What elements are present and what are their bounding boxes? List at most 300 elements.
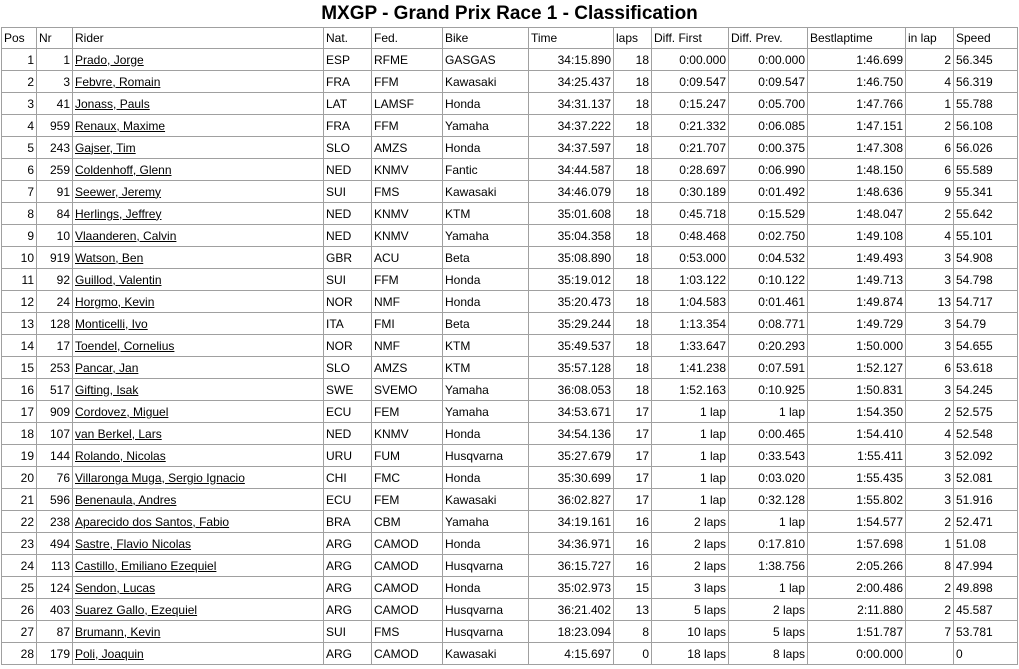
cell-nat: SUI: [324, 181, 372, 203]
cell-speed: 55.341: [954, 181, 1018, 203]
rider-link[interactable]: Jonass, Pauls: [75, 96, 150, 111]
table-body: [2, 49, 1018, 665]
cell-nat: ESP: [324, 49, 372, 71]
rider-link[interactable]: Febvre, Romain: [75, 74, 161, 89]
rider-link[interactable]: Herlings, Jeffrey: [75, 206, 162, 221]
cell-bike: Honda: [443, 93, 529, 115]
rider-link[interactable]: Cordovez, Miguel: [75, 404, 169, 419]
cell-speed: 55.589: [954, 159, 1018, 181]
rider-link[interactable]: Villaronga Muga, Sergio Ignacio: [75, 470, 245, 485]
cell-fed: SVEMO: [372, 379, 443, 401]
cell-diff-first: 1 lap: [652, 445, 729, 467]
cell-diff-prev: 0:20.293: [729, 335, 808, 357]
cell-bike: Honda: [443, 423, 529, 445]
rider-link[interactable]: Watson, Ben: [75, 250, 144, 265]
table-row: [2, 511, 1018, 533]
cell-laps: 18: [614, 335, 652, 357]
cell-laps: 18: [614, 357, 652, 379]
cell-speed: 52.548: [954, 423, 1018, 445]
cell-pos: 15: [2, 357, 37, 379]
cell-pos: 25: [2, 577, 37, 599]
cell-bestlaptime: 1:49.713: [808, 269, 906, 291]
cell-nr: 91: [37, 181, 73, 203]
cell-nr: 259: [37, 159, 73, 181]
cell-nat: FRA: [324, 115, 372, 137]
cell-laps: 18: [614, 93, 652, 115]
cell-in-lap: 1: [906, 93, 954, 115]
cell-speed: 51.916: [954, 489, 1018, 511]
rider-link[interactable]: Poli, Joaquin: [75, 646, 144, 661]
cell-speed: 54.908: [954, 247, 1018, 269]
cell-in-lap: 13: [906, 291, 954, 313]
cell-bestlaptime: 2:05.266: [808, 555, 906, 577]
cell-time: 34:46.079: [529, 181, 614, 203]
column-header-laps: laps: [614, 28, 652, 49]
cell-pos: 22: [2, 511, 37, 533]
cell-pos: 5: [2, 137, 37, 159]
cell-pos: 19: [2, 445, 37, 467]
cell-nr: 1: [37, 49, 73, 71]
cell-in-lap: 2: [906, 115, 954, 137]
cell-rider: [73, 555, 324, 577]
cell-bike: Yamaha: [443, 401, 529, 423]
table-row: [2, 577, 1018, 599]
column-header-bike: Bike: [443, 28, 529, 49]
cell-diff-prev: 0:17.810: [729, 533, 808, 555]
cell-nr: 403: [37, 599, 73, 621]
cell-in-lap: 2: [906, 511, 954, 533]
cell-diff-prev: 0:02.750: [729, 225, 808, 247]
column-header-time: Time: [529, 28, 614, 49]
cell-nr: 253: [37, 357, 73, 379]
cell-in-lap: 3: [906, 489, 954, 511]
cell-diff-prev: 0:33.543: [729, 445, 808, 467]
table-row: [2, 401, 1018, 423]
cell-fed: ACU: [372, 247, 443, 269]
cell-nat: SUI: [324, 621, 372, 643]
table-row: [2, 379, 1018, 401]
header-row: [2, 28, 1018, 49]
rider-link[interactable]: Gifting, Isak: [75, 382, 139, 397]
cell-laps: 18: [614, 313, 652, 335]
cell-fed: AMZS: [372, 357, 443, 379]
cell-fed: CAMOD: [372, 555, 443, 577]
cell-bike: Honda: [443, 291, 529, 313]
cell-fed: FFM: [372, 71, 443, 93]
column-header-bestlaptime: Bestlaptime: [808, 28, 906, 49]
rider-link[interactable]: Castillo, Emiliano Ezequiel: [75, 558, 217, 573]
cell-nat: GBR: [324, 247, 372, 269]
cell-bestlaptime: 1:50.831: [808, 379, 906, 401]
cell-bestlaptime: 1:49.874: [808, 291, 906, 313]
cell-diff-prev: 5 laps: [729, 621, 808, 643]
column-header-nr: Nr: [37, 28, 73, 49]
cell-nat: NED: [324, 159, 372, 181]
cell-time: 34:31.137: [529, 93, 614, 115]
cell-bike: Beta: [443, 247, 529, 269]
cell-nat: CHI: [324, 467, 372, 489]
cell-diff-prev: 1 lap: [729, 511, 808, 533]
cell-nat: NED: [324, 225, 372, 247]
cell-diff-prev: 0:06.085: [729, 115, 808, 137]
rider-link[interactable]: Horgmo, Kevin: [75, 294, 155, 309]
cell-diff-first: 2 laps: [652, 533, 729, 555]
cell-time: 35:08.890: [529, 247, 614, 269]
cell-bestlaptime: 2:00.486: [808, 577, 906, 599]
cell-pos: 3: [2, 93, 37, 115]
cell-nat: ARG: [324, 577, 372, 599]
cell-speed: 54.79: [954, 313, 1018, 335]
cell-bike: Husqvarna: [443, 599, 529, 621]
cell-bestlaptime: 1:51.787: [808, 621, 906, 643]
cell-diff-first: 2 laps: [652, 511, 729, 533]
rider-link[interactable]: Seewer, Jeremy: [75, 184, 162, 199]
cell-in-lap: 7: [906, 621, 954, 643]
cell-in-lap: 3: [906, 379, 954, 401]
cell-in-lap: 2: [906, 577, 954, 599]
cell-rider: [73, 621, 324, 643]
table-row: [2, 533, 1018, 555]
rider-link[interactable]: Pancar, Jan: [75, 360, 139, 375]
cell-fed: FEM: [372, 489, 443, 511]
cell-pos: 21: [2, 489, 37, 511]
cell-bike: Honda: [443, 577, 529, 599]
rider-link[interactable]: Coldenhoff, Glenn: [75, 162, 172, 177]
cell-speed: 55.788: [954, 93, 1018, 115]
rider-link[interactable]: Monticelli, Ivo: [75, 316, 148, 331]
cell-nr: 113: [37, 555, 73, 577]
cell-nr: 24: [37, 291, 73, 313]
cell-bestlaptime: 1:48.636: [808, 181, 906, 203]
cell-time: 34:25.437: [529, 71, 614, 93]
cell-pos: 9: [2, 225, 37, 247]
rider-link[interactable]: Vlaanderen, Calvin: [75, 228, 177, 243]
cell-bestlaptime: 1:54.410: [808, 423, 906, 445]
cell-laps: 17: [614, 467, 652, 489]
cell-bestlaptime: 1:57.698: [808, 533, 906, 555]
cell-diff-first: 3 laps: [652, 577, 729, 599]
cell-laps: 18: [614, 247, 652, 269]
table-row: [2, 643, 1018, 665]
cell-rider: [73, 269, 324, 291]
rider-link[interactable]: Suarez Gallo, Ezequiel: [75, 602, 198, 617]
cell-nat: BRA: [324, 511, 372, 533]
cell-nat: ARG: [324, 533, 372, 555]
rider-link[interactable]: Renaux, Maxime: [75, 118, 166, 133]
cell-rider: [73, 137, 324, 159]
cell-time: 34:15.890: [529, 49, 614, 71]
cell-diff-first: 0:28.697: [652, 159, 729, 181]
table-row: [2, 489, 1018, 511]
cell-speed: 0: [954, 643, 1018, 665]
cell-rider: [73, 203, 324, 225]
page-title: MXGP - Grand Prix Race 1 - Classification: [321, 3, 698, 24]
cell-in-lap: 6: [906, 137, 954, 159]
cell-bestlaptime: 1:52.127: [808, 357, 906, 379]
column-header-speed: Speed: [954, 28, 1018, 49]
cell-bestlaptime: 1:47.308: [808, 137, 906, 159]
cell-rider: [73, 445, 324, 467]
cell-bike: Honda: [443, 269, 529, 291]
cell-laps: 17: [614, 401, 652, 423]
cell-diff-prev: 0:07.591: [729, 357, 808, 379]
rider-link[interactable]: Prado, Jorge: [75, 52, 144, 67]
cell-in-lap: 2: [906, 599, 954, 621]
table-row: [2, 49, 1018, 71]
cell-speed: 52.081: [954, 467, 1018, 489]
cell-bike: Honda: [443, 467, 529, 489]
cell-nr: 10: [37, 225, 73, 247]
cell-in-lap: 8: [906, 555, 954, 577]
cell-nr: 107: [37, 423, 73, 445]
cell-bestlaptime: 1:55.802: [808, 489, 906, 511]
cell-diff-prev: 0:00.000: [729, 49, 808, 71]
cell-diff-prev: 0:15.529: [729, 203, 808, 225]
cell-bike: Yamaha: [443, 115, 529, 137]
cell-nr: 92: [37, 269, 73, 291]
cell-speed: 52.575: [954, 401, 1018, 423]
cell-pos: 18: [2, 423, 37, 445]
cell-diff-first: 1 lap: [652, 401, 729, 423]
cell-nat: FRA: [324, 71, 372, 93]
cell-bike: KTM: [443, 203, 529, 225]
cell-diff-first: 1 lap: [652, 467, 729, 489]
cell-time: 4:15.697: [529, 643, 614, 665]
cell-bike: Honda: [443, 137, 529, 159]
cell-fed: NMF: [372, 335, 443, 357]
cell-time: 36:02.827: [529, 489, 614, 511]
cell-nr: 144: [37, 445, 73, 467]
cell-rider: [73, 181, 324, 203]
cell-diff-prev: 0:10.122: [729, 269, 808, 291]
table-row: [2, 599, 1018, 621]
cell-time: 34:37.597: [529, 137, 614, 159]
cell-diff-first: 1:13.354: [652, 313, 729, 335]
cell-diff-prev: 0:03.020: [729, 467, 808, 489]
cell-nat: SLO: [324, 137, 372, 159]
cell-time: 34:36.971: [529, 533, 614, 555]
table-row: [2, 93, 1018, 115]
cell-diff-prev: 1 lap: [729, 577, 808, 599]
classification-table: [1, 27, 1018, 665]
cell-bestlaptime: 1:47.151: [808, 115, 906, 137]
table-row: [2, 291, 1018, 313]
rider-link[interactable]: Sendon, Lucas: [75, 580, 156, 595]
cell-rider: [73, 423, 324, 445]
cell-bestlaptime: 1:48.150: [808, 159, 906, 181]
table-row: [2, 269, 1018, 291]
cell-speed: 56.026: [954, 137, 1018, 159]
cell-diff-prev: 0:08.771: [729, 313, 808, 335]
cell-speed: 56.319: [954, 71, 1018, 93]
cell-pos: 8: [2, 203, 37, 225]
cell-nat: ARG: [324, 555, 372, 577]
cell-in-lap: 3: [906, 269, 954, 291]
rider-link[interactable]: Aparecido dos Santos, Fabio: [75, 514, 230, 529]
cell-time: 35:04.358: [529, 225, 614, 247]
cell-fed: FMI: [372, 313, 443, 335]
cell-nat: NED: [324, 423, 372, 445]
column-header-diff-prev: Diff. Prev.: [729, 28, 808, 49]
cell-fed: FFM: [372, 115, 443, 137]
cell-nat: ECU: [324, 489, 372, 511]
cell-nr: 84: [37, 203, 73, 225]
cell-fed: AMZS: [372, 137, 443, 159]
cell-diff-prev: 0:01.461: [729, 291, 808, 313]
cell-bestlaptime: 1:49.729: [808, 313, 906, 335]
cell-pos: 17: [2, 401, 37, 423]
cell-nr: 179: [37, 643, 73, 665]
cell-nr: 909: [37, 401, 73, 423]
cell-diff-first: 1 lap: [652, 423, 729, 445]
cell-diff-first: 1:41.238: [652, 357, 729, 379]
cell-pos: 28: [2, 643, 37, 665]
cell-bestlaptime: 1:54.577: [808, 511, 906, 533]
cell-bestlaptime: 1:49.493: [808, 247, 906, 269]
cell-time: 34:53.671: [529, 401, 614, 423]
cell-laps: 16: [614, 511, 652, 533]
cell-pos: 4: [2, 115, 37, 137]
cell-nat: LAT: [324, 93, 372, 115]
cell-laps: 18: [614, 203, 652, 225]
cell-rider: [73, 335, 324, 357]
table-row: [2, 159, 1018, 181]
cell-laps: 17: [614, 423, 652, 445]
cell-time: 36:08.053: [529, 379, 614, 401]
cell-bestlaptime: 1:50.000: [808, 335, 906, 357]
cell-in-lap: 6: [906, 159, 954, 181]
cell-diff-first: 0:09.547: [652, 71, 729, 93]
cell-diff-first: 0:15.247: [652, 93, 729, 115]
cell-time: 36:21.402: [529, 599, 614, 621]
cell-nr: 17: [37, 335, 73, 357]
cell-bestlaptime: 1:54.350: [808, 401, 906, 423]
cell-pos: 27: [2, 621, 37, 643]
rider-link[interactable]: Guillod, Valentin: [75, 272, 162, 287]
cell-in-lap: 2: [906, 49, 954, 71]
table-row: [2, 357, 1018, 379]
cell-nat: URU: [324, 445, 372, 467]
cell-laps: 13: [614, 599, 652, 621]
cell-laps: 18: [614, 137, 652, 159]
cell-nat: ARG: [324, 643, 372, 665]
cell-diff-first: 0:00.000: [652, 49, 729, 71]
cell-rider: [73, 357, 324, 379]
cell-in-lap: 4: [906, 71, 954, 93]
cell-fed: CAMOD: [372, 643, 443, 665]
cell-speed: 54.245: [954, 379, 1018, 401]
rider-link[interactable]: van Berkel, Lars: [75, 426, 162, 441]
cell-pos: 12: [2, 291, 37, 313]
cell-nat: SUI: [324, 269, 372, 291]
cell-speed: 51.08: [954, 533, 1018, 555]
cell-time: 35:01.608: [529, 203, 614, 225]
cell-diff-prev: 0:04.532: [729, 247, 808, 269]
cell-bike: Yamaha: [443, 379, 529, 401]
cell-pos: 2: [2, 71, 37, 93]
cell-fed: KNMV: [372, 225, 443, 247]
rider-link[interactable]: Rolando, Nicolas: [75, 448, 166, 463]
cell-bike: Beta: [443, 313, 529, 335]
cell-rider: [73, 247, 324, 269]
table-row: [2, 203, 1018, 225]
cell-laps: 18: [614, 269, 652, 291]
cell-pos: 20: [2, 467, 37, 489]
cell-diff-prev: 0:00.465: [729, 423, 808, 445]
column-header-rider: Rider: [73, 28, 324, 49]
cell-laps: 17: [614, 445, 652, 467]
cell-fed: FUM: [372, 445, 443, 467]
cell-bestlaptime: 1:49.108: [808, 225, 906, 247]
cell-speed: 54.798: [954, 269, 1018, 291]
cell-diff-first: 18 laps: [652, 643, 729, 665]
cell-speed: 52.092: [954, 445, 1018, 467]
cell-pos: 7: [2, 181, 37, 203]
rider-link[interactable]: Gajser, Tim: [75, 140, 136, 155]
cell-bestlaptime: 1:47.766: [808, 93, 906, 115]
cell-nr: 3: [37, 71, 73, 93]
cell-pos: 6: [2, 159, 37, 181]
cell-laps: 18: [614, 115, 652, 137]
cell-diff-first: 2 laps: [652, 555, 729, 577]
cell-pos: 23: [2, 533, 37, 555]
cell-in-lap: 9: [906, 181, 954, 203]
rider-link[interactable]: Sastre, Flavio Nicolas: [75, 536, 192, 551]
table-row: [2, 137, 1018, 159]
cell-bestlaptime: 1:48.047: [808, 203, 906, 225]
cell-rider: [73, 225, 324, 247]
cell-time: 35:02.973: [529, 577, 614, 599]
cell-laps: 18: [614, 71, 652, 93]
cell-in-lap: 4: [906, 225, 954, 247]
cell-bike: Husqvarna: [443, 555, 529, 577]
cell-laps: 15: [614, 577, 652, 599]
cell-bestlaptime: 1:55.411: [808, 445, 906, 467]
rider-link[interactable]: Brumann, Kevin: [75, 624, 161, 639]
cell-fed: FMS: [372, 181, 443, 203]
cell-in-lap: [906, 643, 954, 665]
cell-in-lap: 2: [906, 203, 954, 225]
table-row: [2, 423, 1018, 445]
cell-bike: Yamaha: [443, 511, 529, 533]
cell-nr: 41: [37, 93, 73, 115]
cell-pos: 11: [2, 269, 37, 291]
cell-diff-first: 0:21.707: [652, 137, 729, 159]
cell-diff-first: 0:30.189: [652, 181, 729, 203]
cell-diff-prev: 8 laps: [729, 643, 808, 665]
rider-link[interactable]: Toendel, Cornelius: [75, 338, 175, 353]
cell-laps: 18: [614, 291, 652, 313]
table-row: [2, 71, 1018, 93]
cell-fed: CAMOD: [372, 577, 443, 599]
table-row: [2, 335, 1018, 357]
cell-bike: KTM: [443, 357, 529, 379]
cell-nat: NOR: [324, 291, 372, 313]
cell-pos: 24: [2, 555, 37, 577]
cell-nr: 517: [37, 379, 73, 401]
cell-rider: [73, 599, 324, 621]
cell-diff-first: 5 laps: [652, 599, 729, 621]
cell-time: 34:19.161: [529, 511, 614, 533]
cell-speed: 54.717: [954, 291, 1018, 313]
cell-in-lap: 4: [906, 423, 954, 445]
rider-link[interactable]: Benenaula, Andres: [75, 492, 177, 507]
cell-laps: 8: [614, 621, 652, 643]
cell-bestlaptime: 1:55.435: [808, 467, 906, 489]
column-header-diff-first: Diff. First: [652, 28, 729, 49]
cell-rider: [73, 533, 324, 555]
column-header-fed: Fed.: [372, 28, 443, 49]
